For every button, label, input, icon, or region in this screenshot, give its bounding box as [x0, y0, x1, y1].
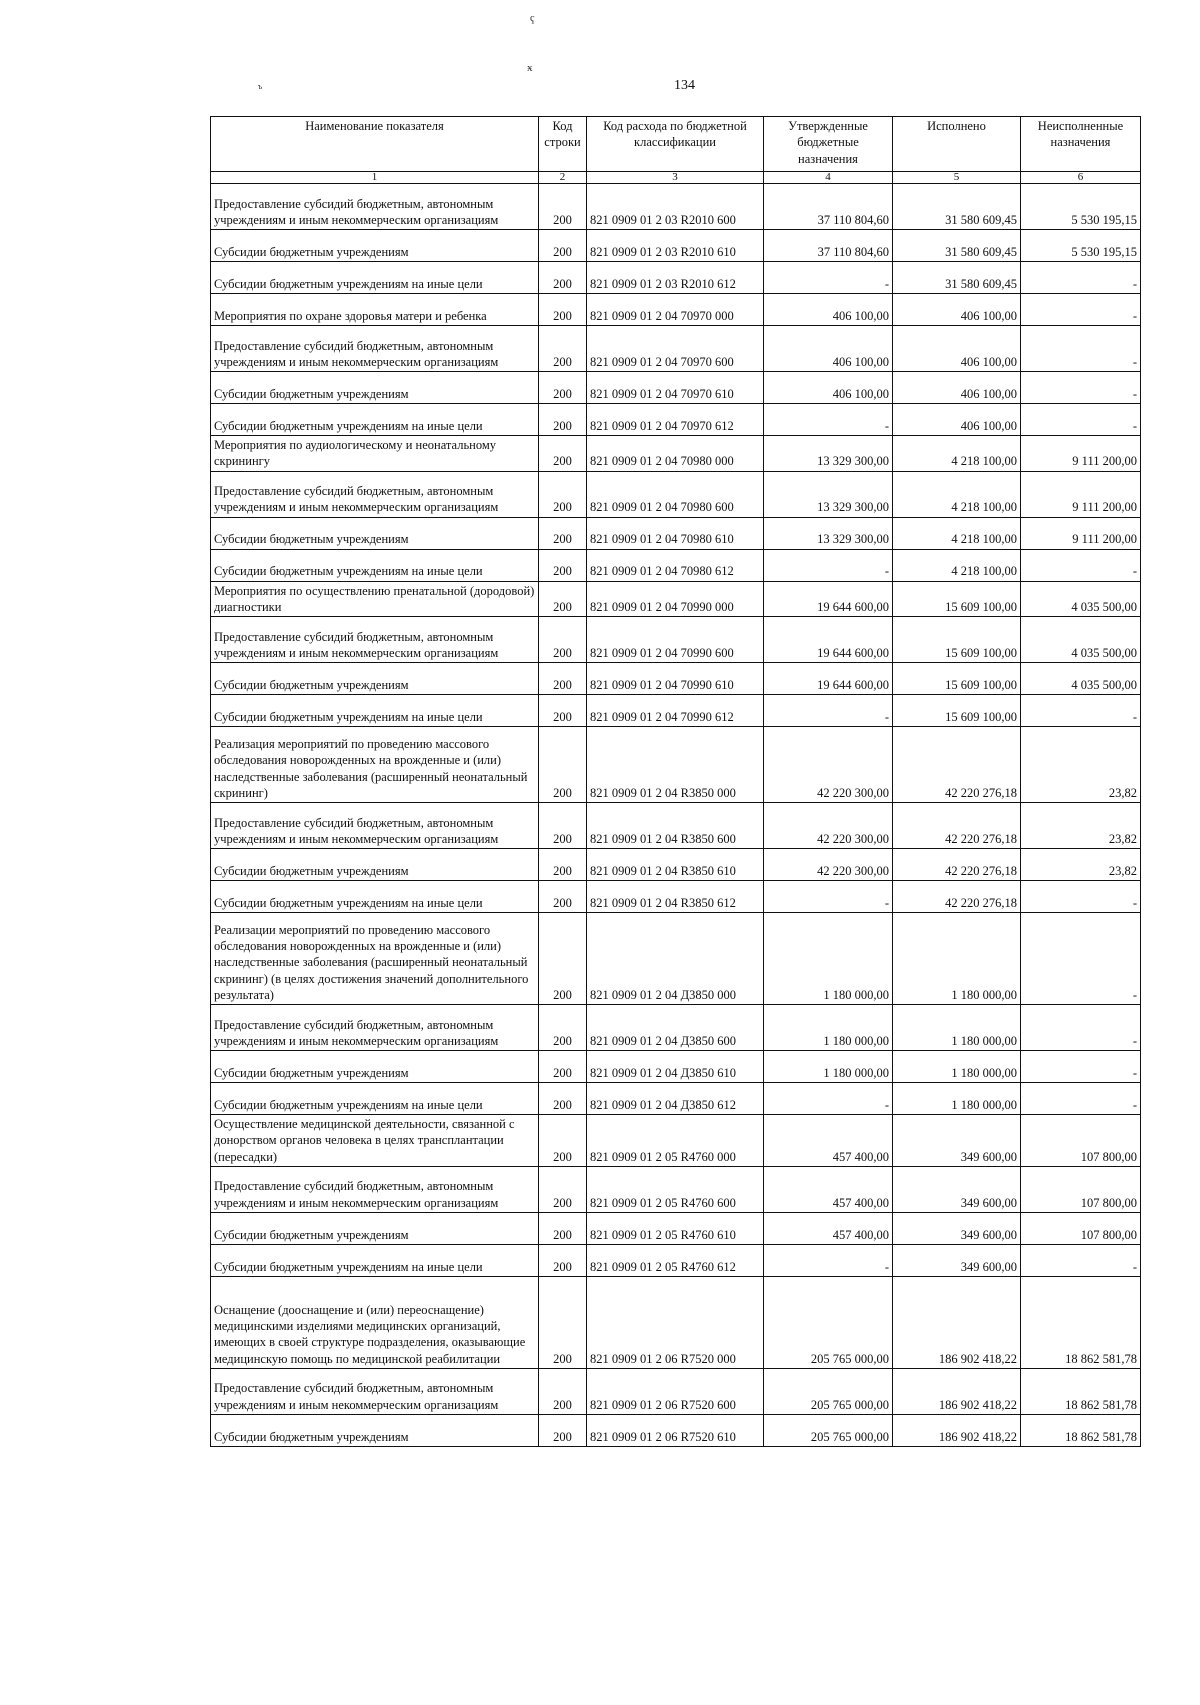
row-executed-amount: 349 600,00: [893, 1244, 1021, 1276]
column-number: 1: [211, 172, 539, 184]
row-code: 200: [539, 617, 587, 663]
row-budget-code: 821 0909 01 2 04 70980 612: [587, 549, 764, 581]
row-indicator-name: Субсидии бюджетным учреждениям на иные цели: [211, 881, 539, 913]
row-approved-amount: 406 100,00: [764, 326, 893, 372]
row-executed-amount: 186 902 418,22: [893, 1368, 1021, 1414]
row-budget-code: 821 0909 01 2 04 70980 610: [587, 517, 764, 549]
table-row: [211, 262, 1141, 294]
row-unexecuted-amount: 4 035 500,00: [1021, 581, 1141, 617]
row-unexecuted-amount: -: [1021, 1005, 1141, 1051]
row-approved-amount: 13 329 300,00: [764, 436, 893, 472]
row-indicator-name: Субсидии бюджетным учреждениям на иные цели: [211, 1244, 539, 1276]
row-code: 200: [539, 1005, 587, 1051]
row-unexecuted-amount: -: [1021, 294, 1141, 326]
row-approved-amount: 1 180 000,00: [764, 1051, 893, 1083]
row-unexecuted-amount: -: [1021, 913, 1141, 1005]
row-indicator-name: Субсидии бюджетным учреждениям на иные цели: [211, 549, 539, 581]
row-executed-amount: 4 218 100,00: [893, 517, 1021, 549]
row-indicator-name: Субсидии бюджетным учреждениям: [211, 849, 539, 881]
row-budget-code: 821 0909 01 2 04 70990 000: [587, 581, 764, 617]
row-unexecuted-amount: -: [1021, 549, 1141, 581]
table-row: [211, 1212, 1141, 1244]
row-executed-amount: 15 609 100,00: [893, 617, 1021, 663]
table-row: [211, 1115, 1141, 1167]
row-indicator-name: Предоставление субсидий бюджетным, автономным учреждениям и иным некоммерческим организациям: [211, 1368, 539, 1414]
row-unexecuted-amount: 107 800,00: [1021, 1166, 1141, 1212]
row-indicator-name: Предоставление субсидий бюджетным, автономным учреждениям и иным некоммерческим организациям: [211, 471, 539, 517]
row-code: 200: [539, 184, 587, 230]
row-approved-amount: 42 220 300,00: [764, 849, 893, 881]
table-row: [211, 849, 1141, 881]
column-number: 6: [1021, 172, 1141, 184]
table-row: [211, 617, 1141, 663]
row-unexecuted-amount: 9 111 200,00: [1021, 436, 1141, 472]
row-code: 200: [539, 581, 587, 617]
row-approved-amount: 13 329 300,00: [764, 517, 893, 549]
row-budget-code: 821 0909 01 2 05 R4760 610: [587, 1212, 764, 1244]
header-unexecuted: Неисполненные назначения: [1021, 117, 1141, 172]
row-executed-amount: 1 180 000,00: [893, 1005, 1021, 1051]
row-approved-amount: 42 220 300,00: [764, 727, 893, 803]
row-approved-amount: 37 110 804,60: [764, 184, 893, 230]
row-budget-code: 821 0909 01 2 04 Д3850 610: [587, 1051, 764, 1083]
header-executed: Исполнено: [893, 117, 1021, 172]
table-row: [211, 294, 1141, 326]
header-row: [211, 117, 1141, 172]
row-executed-amount: 406 100,00: [893, 404, 1021, 436]
row-unexecuted-amount: 23,82: [1021, 727, 1141, 803]
row-approved-amount: 19 644 600,00: [764, 617, 893, 663]
row-code: 200: [539, 1244, 587, 1276]
header-indicator-name: Наименование показателя: [211, 117, 539, 172]
row-budget-code: 821 0909 01 2 04 Д3850 600: [587, 1005, 764, 1051]
row-code: 200: [539, 1083, 587, 1115]
row-indicator-name: Субсидии бюджетным учреждениям на иные цели: [211, 262, 539, 294]
table-row: [211, 663, 1141, 695]
table-row: [211, 913, 1141, 1005]
row-unexecuted-amount: -: [1021, 695, 1141, 727]
row-approved-amount: -: [764, 404, 893, 436]
row-indicator-name: Субсидии бюджетным учреждениям на иные цели: [211, 1083, 539, 1115]
table-row: [211, 695, 1141, 727]
row-code: 200: [539, 517, 587, 549]
row-approved-amount: -: [764, 1083, 893, 1115]
row-unexecuted-amount: 5 530 195,15: [1021, 184, 1141, 230]
table-row: [211, 471, 1141, 517]
row-budget-code: 821 0909 01 2 03 R2010 610: [587, 230, 764, 262]
row-code: 200: [539, 372, 587, 404]
page-number: 134: [674, 78, 695, 93]
row-code: 200: [539, 230, 587, 262]
row-budget-code: 821 0909 01 2 04 70990 612: [587, 695, 764, 727]
row-budget-code: 821 0909 01 2 04 70970 612: [587, 404, 764, 436]
row-unexecuted-amount: -: [1021, 1083, 1141, 1115]
table-row: [211, 549, 1141, 581]
row-executed-amount: 42 220 276,18: [893, 881, 1021, 913]
table-row: [211, 1083, 1141, 1115]
row-unexecuted-amount: -: [1021, 1051, 1141, 1083]
table-row: [211, 1414, 1141, 1446]
row-code: 200: [539, 727, 587, 803]
row-executed-amount: 31 580 609,45: [893, 184, 1021, 230]
row-budget-code: 821 0909 01 2 04 70990 600: [587, 617, 764, 663]
row-indicator-name: Реализация мероприятий по проведению массового обследования новорожденных на врожденные и (или) наследственные заболевания (расширенный неонатальный скрининг): [211, 727, 539, 803]
row-code: 200: [539, 294, 587, 326]
header-budget-code: Код расхода по бюджетной классификации: [587, 117, 764, 172]
row-budget-code: 821 0909 01 2 06 R7520 610: [587, 1414, 764, 1446]
row-approved-amount: 205 765 000,00: [764, 1368, 893, 1414]
row-approved-amount: 37 110 804,60: [764, 230, 893, 262]
table-row: [211, 184, 1141, 230]
row-approved-amount: 457 400,00: [764, 1166, 893, 1212]
row-indicator-name: Субсидии бюджетным учреждениям: [211, 663, 539, 695]
row-unexecuted-amount: 107 800,00: [1021, 1212, 1141, 1244]
row-executed-amount: 31 580 609,45: [893, 262, 1021, 294]
row-executed-amount: 4 218 100,00: [893, 436, 1021, 472]
row-budget-code: 821 0909 01 2 04 R3850 612: [587, 881, 764, 913]
row-executed-amount: 4 218 100,00: [893, 549, 1021, 581]
row-unexecuted-amount: -: [1021, 372, 1141, 404]
column-number: 5: [893, 172, 1021, 184]
column-number: 3: [587, 172, 764, 184]
row-budget-code: 821 0909 01 2 04 70970 600: [587, 326, 764, 372]
row-approved-amount: 1 180 000,00: [764, 913, 893, 1005]
row-executed-amount: 1 180 000,00: [893, 913, 1021, 1005]
row-code: 200: [539, 549, 587, 581]
scan-mark: ҁ: [530, 12, 535, 24]
row-indicator-name: Предоставление субсидий бюджетным, автономным учреждениям и иным некоммерческим организациям: [211, 1005, 539, 1051]
scan-mark: ъ: [258, 82, 263, 91]
row-unexecuted-amount: 5 530 195,15: [1021, 230, 1141, 262]
table-row: [211, 372, 1141, 404]
row-budget-code: 821 0909 01 2 04 70980 000: [587, 436, 764, 472]
row-executed-amount: 15 609 100,00: [893, 695, 1021, 727]
table-row: [211, 1276, 1141, 1368]
row-code: 200: [539, 1212, 587, 1244]
row-executed-amount: 1 180 000,00: [893, 1051, 1021, 1083]
row-indicator-name: Субсидии бюджетным учреждениям: [211, 372, 539, 404]
row-indicator-name: Субсидии бюджетным учреждениям: [211, 230, 539, 262]
row-budget-code: 821 0909 01 2 04 R3850 000: [587, 727, 764, 803]
row-approved-amount: -: [764, 1244, 893, 1276]
row-executed-amount: 349 600,00: [893, 1115, 1021, 1167]
row-indicator-name: Предоставление субсидий бюджетным, автономным учреждениям и иным некоммерческим организациям: [211, 617, 539, 663]
row-approved-amount: 406 100,00: [764, 372, 893, 404]
row-indicator-name: Субсидии бюджетным учреждениям на иные цели: [211, 404, 539, 436]
table-row: [211, 404, 1141, 436]
scan-mark: ӿ: [527, 62, 533, 74]
row-indicator-name: Предоставление субсидий бюджетным, автономным учреждениям и иным некоммерческим организациям: [211, 326, 539, 372]
row-executed-amount: 15 609 100,00: [893, 663, 1021, 695]
row-executed-amount: 349 600,00: [893, 1166, 1021, 1212]
row-budget-code: 821 0909 01 2 04 Д3850 000: [587, 913, 764, 1005]
row-unexecuted-amount: 23,82: [1021, 849, 1141, 881]
row-unexecuted-amount: 107 800,00: [1021, 1115, 1141, 1167]
row-approved-amount: 406 100,00: [764, 294, 893, 326]
row-budget-code: 821 0909 01 2 04 70970 000: [587, 294, 764, 326]
row-indicator-name: Мероприятия по охране здоровья матери и ребенка: [211, 294, 539, 326]
row-indicator-name: Субсидии бюджетным учреждениям: [211, 1414, 539, 1446]
row-executed-amount: 406 100,00: [893, 326, 1021, 372]
row-executed-amount: 42 220 276,18: [893, 803, 1021, 849]
row-budget-code: 821 0909 01 2 06 R7520 600: [587, 1368, 764, 1414]
row-approved-amount: 205 765 000,00: [764, 1414, 893, 1446]
table-row: [211, 517, 1141, 549]
column-number-row: [211, 172, 1141, 184]
row-unexecuted-amount: -: [1021, 881, 1141, 913]
column-number: 2: [539, 172, 587, 184]
row-approved-amount: 13 329 300,00: [764, 471, 893, 517]
row-executed-amount: 4 218 100,00: [893, 471, 1021, 517]
row-approved-amount: -: [764, 262, 893, 294]
row-approved-amount: 19 644 600,00: [764, 663, 893, 695]
row-approved-amount: -: [764, 695, 893, 727]
row-code: 200: [539, 881, 587, 913]
row-budget-code: 821 0909 01 2 03 R2010 612: [587, 262, 764, 294]
row-indicator-name: Субсидии бюджетным учреждениям: [211, 517, 539, 549]
row-executed-amount: 186 902 418,22: [893, 1414, 1021, 1446]
row-indicator-name: Реализации мероприятий по проведению массового обследования новорожденных на врожденные и (или) наследственные заболевания (расширенный неонатальный скрининг) (в целях достижения значений дополнительного результата): [211, 913, 539, 1005]
row-unexecuted-amount: -: [1021, 262, 1141, 294]
row-budget-code: 821 0909 01 2 05 R4760 600: [587, 1166, 764, 1212]
row-unexecuted-amount: -: [1021, 404, 1141, 436]
row-code: 200: [539, 436, 587, 472]
table-row: [211, 803, 1141, 849]
row-budget-code: 821 0909 01 2 06 R7520 000: [587, 1276, 764, 1368]
table-row: [211, 230, 1141, 262]
row-executed-amount: 186 902 418,22: [893, 1276, 1021, 1368]
row-budget-code: 821 0909 01 2 05 R4760 000: [587, 1115, 764, 1167]
row-executed-amount: 349 600,00: [893, 1212, 1021, 1244]
row-code: 200: [539, 913, 587, 1005]
header-approved: Утвержденные бюджетные назначения: [764, 117, 893, 172]
row-unexecuted-amount: 18 862 581,78: [1021, 1368, 1141, 1414]
table-row: [211, 1166, 1141, 1212]
row-approved-amount: 457 400,00: [764, 1212, 893, 1244]
row-code: 200: [539, 471, 587, 517]
row-code: 200: [539, 663, 587, 695]
row-code: 200: [539, 1115, 587, 1167]
header-row-code: Код строки: [539, 117, 587, 172]
row-code: 200: [539, 695, 587, 727]
table-row: [211, 436, 1141, 472]
table-row: [211, 727, 1141, 803]
table-row: [211, 1005, 1141, 1051]
table-row: [211, 1244, 1141, 1276]
row-code: 200: [539, 1166, 587, 1212]
row-indicator-name: Предоставление субсидий бюджетным, автономным учреждениям и иным некоммерческим организациям: [211, 1166, 539, 1212]
row-code: 200: [539, 1414, 587, 1446]
row-approved-amount: 1 180 000,00: [764, 1005, 893, 1051]
row-budget-code: 821 0909 01 2 05 R4760 612: [587, 1244, 764, 1276]
row-unexecuted-amount: 4 035 500,00: [1021, 663, 1141, 695]
row-executed-amount: 42 220 276,18: [893, 849, 1021, 881]
row-code: 200: [539, 1368, 587, 1414]
row-indicator-name: Предоставление субсидий бюджетным, автономным учреждениям и иным некоммерческим организациям: [211, 184, 539, 230]
table-row: [211, 326, 1141, 372]
row-indicator-name: Мероприятия по аудиологическому и неонатальному скринингу: [211, 436, 539, 472]
row-approved-amount: 42 220 300,00: [764, 803, 893, 849]
table-row: [211, 881, 1141, 913]
row-unexecuted-amount: 18 862 581,78: [1021, 1276, 1141, 1368]
row-code: 200: [539, 849, 587, 881]
table-row: [211, 1368, 1141, 1414]
row-indicator-name: Субсидии бюджетным учреждениям: [211, 1212, 539, 1244]
row-budget-code: 821 0909 01 2 04 R3850 610: [587, 849, 764, 881]
row-budget-code: 821 0909 01 2 04 70990 610: [587, 663, 764, 695]
row-indicator-name: Субсидии бюджетным учреждениям на иные цели: [211, 695, 539, 727]
row-approved-amount: -: [764, 549, 893, 581]
table-row: [211, 581, 1141, 617]
budget-execution-table: [210, 116, 1141, 1447]
row-unexecuted-amount: 9 111 200,00: [1021, 517, 1141, 549]
row-budget-code: 821 0909 01 2 03 R2010 600: [587, 184, 764, 230]
row-unexecuted-amount: 4 035 500,00: [1021, 617, 1141, 663]
row-executed-amount: 1 180 000,00: [893, 1083, 1021, 1115]
row-code: 200: [539, 262, 587, 294]
table-row: [211, 1051, 1141, 1083]
row-indicator-name: Оснащение (дооснащение и (или) переоснащение) медицинскими изделиями медицинских организаций, имеющих в своей структуре подразделения, оказывающие медицинскую помощь по медицинской реабилитации: [211, 1276, 539, 1368]
row-indicator-name: Мероприятия по осуществлению пренатальной (дородовой) диагностики: [211, 581, 539, 617]
row-code: 200: [539, 1276, 587, 1368]
row-unexecuted-amount: -: [1021, 1244, 1141, 1276]
row-unexecuted-amount: -: [1021, 326, 1141, 372]
row-approved-amount: 19 644 600,00: [764, 581, 893, 617]
row-code: 200: [539, 404, 587, 436]
column-number: 4: [764, 172, 893, 184]
row-approved-amount: 457 400,00: [764, 1115, 893, 1167]
row-approved-amount: -: [764, 881, 893, 913]
row-executed-amount: 406 100,00: [893, 294, 1021, 326]
row-indicator-name: Субсидии бюджетным учреждениям: [211, 1051, 539, 1083]
row-unexecuted-amount: 9 111 200,00: [1021, 471, 1141, 517]
row-executed-amount: 42 220 276,18: [893, 727, 1021, 803]
row-code: 200: [539, 1051, 587, 1083]
row-indicator-name: Предоставление субсидий бюджетным, автономным учреждениям и иным некоммерческим организациям: [211, 803, 539, 849]
row-indicator-name: Осуществление медицинской деятельности, связанной с донорством органов человека в целях трансплантации (пересадки): [211, 1115, 539, 1167]
row-executed-amount: 31 580 609,45: [893, 230, 1021, 262]
row-budget-code: 821 0909 01 2 04 70970 610: [587, 372, 764, 404]
row-code: 200: [539, 326, 587, 372]
row-unexecuted-amount: 18 862 581,78: [1021, 1414, 1141, 1446]
row-code: 200: [539, 803, 587, 849]
row-approved-amount: 205 765 000,00: [764, 1276, 893, 1368]
row-budget-code: 821 0909 01 2 04 R3850 600: [587, 803, 764, 849]
row-budget-code: 821 0909 01 2 04 Д3850 612: [587, 1083, 764, 1115]
row-executed-amount: 406 100,00: [893, 372, 1021, 404]
row-unexecuted-amount: 23,82: [1021, 803, 1141, 849]
row-budget-code: 821 0909 01 2 04 70980 600: [587, 471, 764, 517]
row-executed-amount: 15 609 100,00: [893, 581, 1021, 617]
